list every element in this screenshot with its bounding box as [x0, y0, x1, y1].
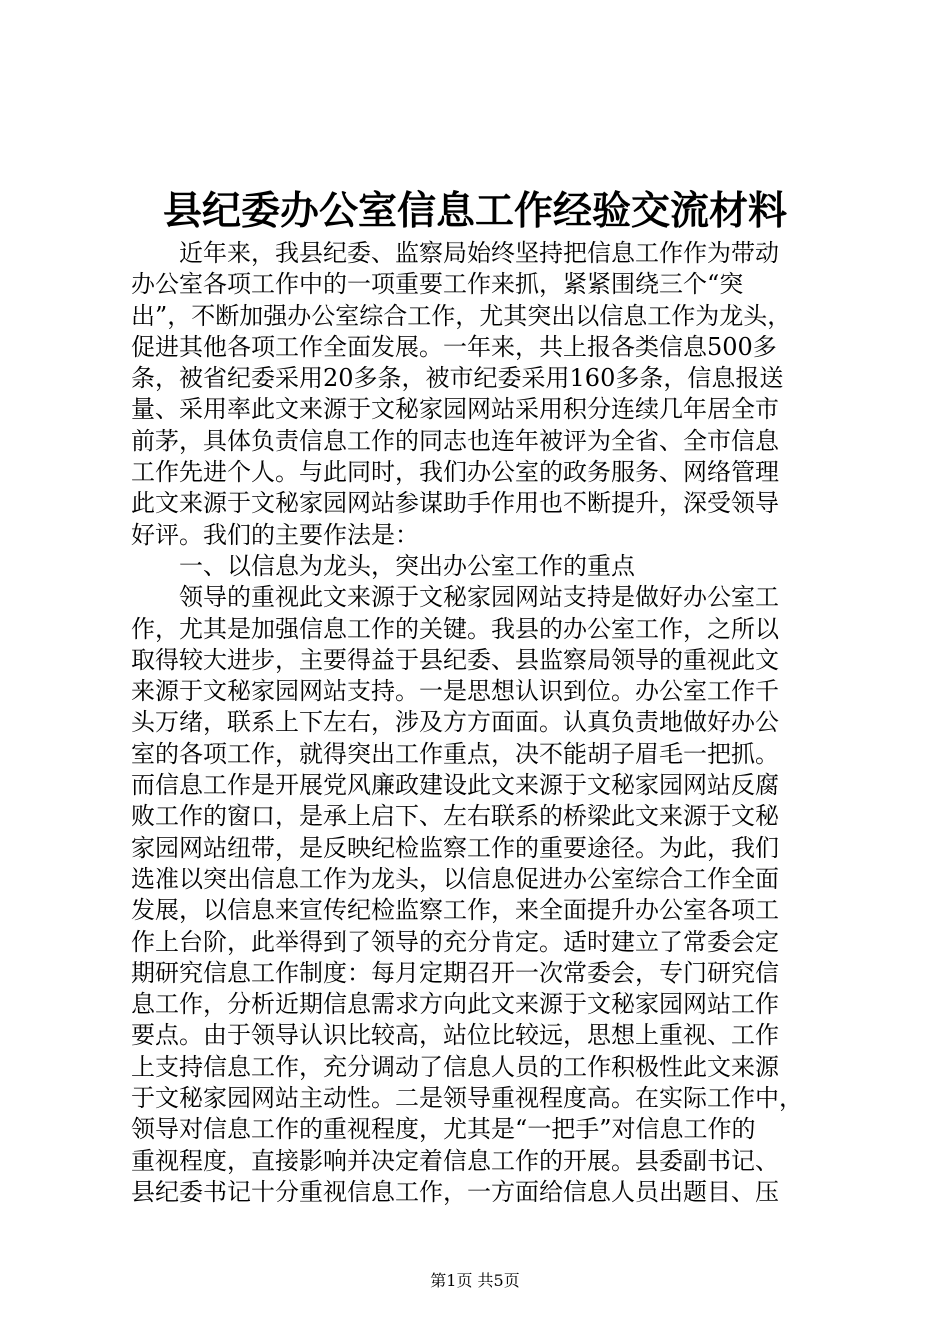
body-line: 头万绪，联系上下左右，涉及方方面面。认真负责地做好办公 [131, 708, 779, 737]
body-line: 于文秘家园网站主动性。二是领导重视程度高。在实际工作中， [131, 1084, 803, 1113]
body-line: 重视程度，直接影响并决定着信息工作的开展。县委副书记、 [131, 1146, 779, 1175]
body-line: 领导的重视此文来源于文秘家园网站支持是做好办公室工 [179, 583, 779, 612]
body-line: 县纪委书记十分重视信息工作，一方面给信息人员出题目、压 [131, 1177, 779, 1206]
body-line: 量、采用率此文来源于文秘家园网站采用积分连续几年居全市 [131, 395, 779, 424]
body-line: 好评。我们的主要作法是： [131, 520, 419, 549]
body-line: 取得较大进步，主要得益于县纪委、县监察局领导的重视此文 [131, 645, 779, 674]
body-line: 前茅，具体负责信息工作的同志也连年被评为全省、全市信息 [131, 426, 779, 455]
body-line: 作上台阶，此举得到了领导的充分肯定。适时建立了常委会定 [131, 927, 779, 956]
body-line: 上支持信息工作，充分调动了信息人员的工作积极性此文来源 [131, 1052, 779, 1081]
document-body [131, 238, 841, 1208]
body-line: 条，被省纪委采用20多条，被市纪委采用160多条，信息报送 [131, 364, 784, 393]
body-line: 室的各项工作，就得突出工作重点，决不能胡子眉毛一把抓。 [131, 739, 779, 768]
body-line: 出”，不断加强办公室综合工作，尤其突出以信息工作为龙头， [131, 301, 792, 330]
body-line: 一、以信息为龙头，突出办公室工作的重点 [179, 551, 635, 580]
document-title: 县纪委办公室信息工作经验交流材料 [162, 188, 787, 234]
body-line: 期研究信息工作制度：每月定期召开一次常委会，专门研究信 [131, 958, 779, 987]
body-line: 败工作的窗口，是承上启下、左右联系的桥梁此文来源于文秘 [131, 802, 779, 831]
body-line: 此文来源于文秘家园网站参谋助手作用也不断提升，深受领导 [131, 489, 779, 518]
body-line: 息工作，分析近期信息需求方向此文来源于文秘家园网站工作 [131, 990, 779, 1019]
body-line: 要点。由于领导认识比较高，站位比较远，思想上重视、工作 [131, 1021, 779, 1050]
body-line: 作，尤其是加强信息工作的关键。我县的办公室工作，之所以 [131, 614, 779, 643]
body-line: 办公室各项工作中的一项重要工作来抓，紧紧围绕三个“突 [131, 270, 744, 299]
body-line: 家园网站纽带，是反映纪检监察工作的重要途径。为此，我们 [131, 833, 779, 862]
page-footer: 第1页 共5页 [430, 1271, 520, 1290]
body-line: 近年来，我县纪委、监察局始终坚持把信息工作作为带动 [179, 239, 779, 267]
body-line: 而信息工作是开展党风廉政建设此文来源于文秘家园网站反腐 [131, 771, 779, 800]
body-line: 工作先进个人。与此同时，我们办公室的政务服务、网络管理 [131, 458, 779, 487]
body-line: 来源于文秘家园网站支持。一是思想认识到位。办公室工作千 [131, 677, 779, 706]
body-line: 发展，以信息来宣传纪检监察工作，来全面提升办公室各项工 [131, 896, 779, 925]
body-line: 促进其他各项工作全面发展。一年来，共上报各类信息500多 [131, 332, 777, 361]
body-line: 选准以突出信息工作为龙头，以信息促进办公室综合工作全面 [131, 864, 779, 893]
body-line: 领导对信息工作的重视程度，尤其是“一把手”对信息工作的 [131, 1115, 756, 1144]
